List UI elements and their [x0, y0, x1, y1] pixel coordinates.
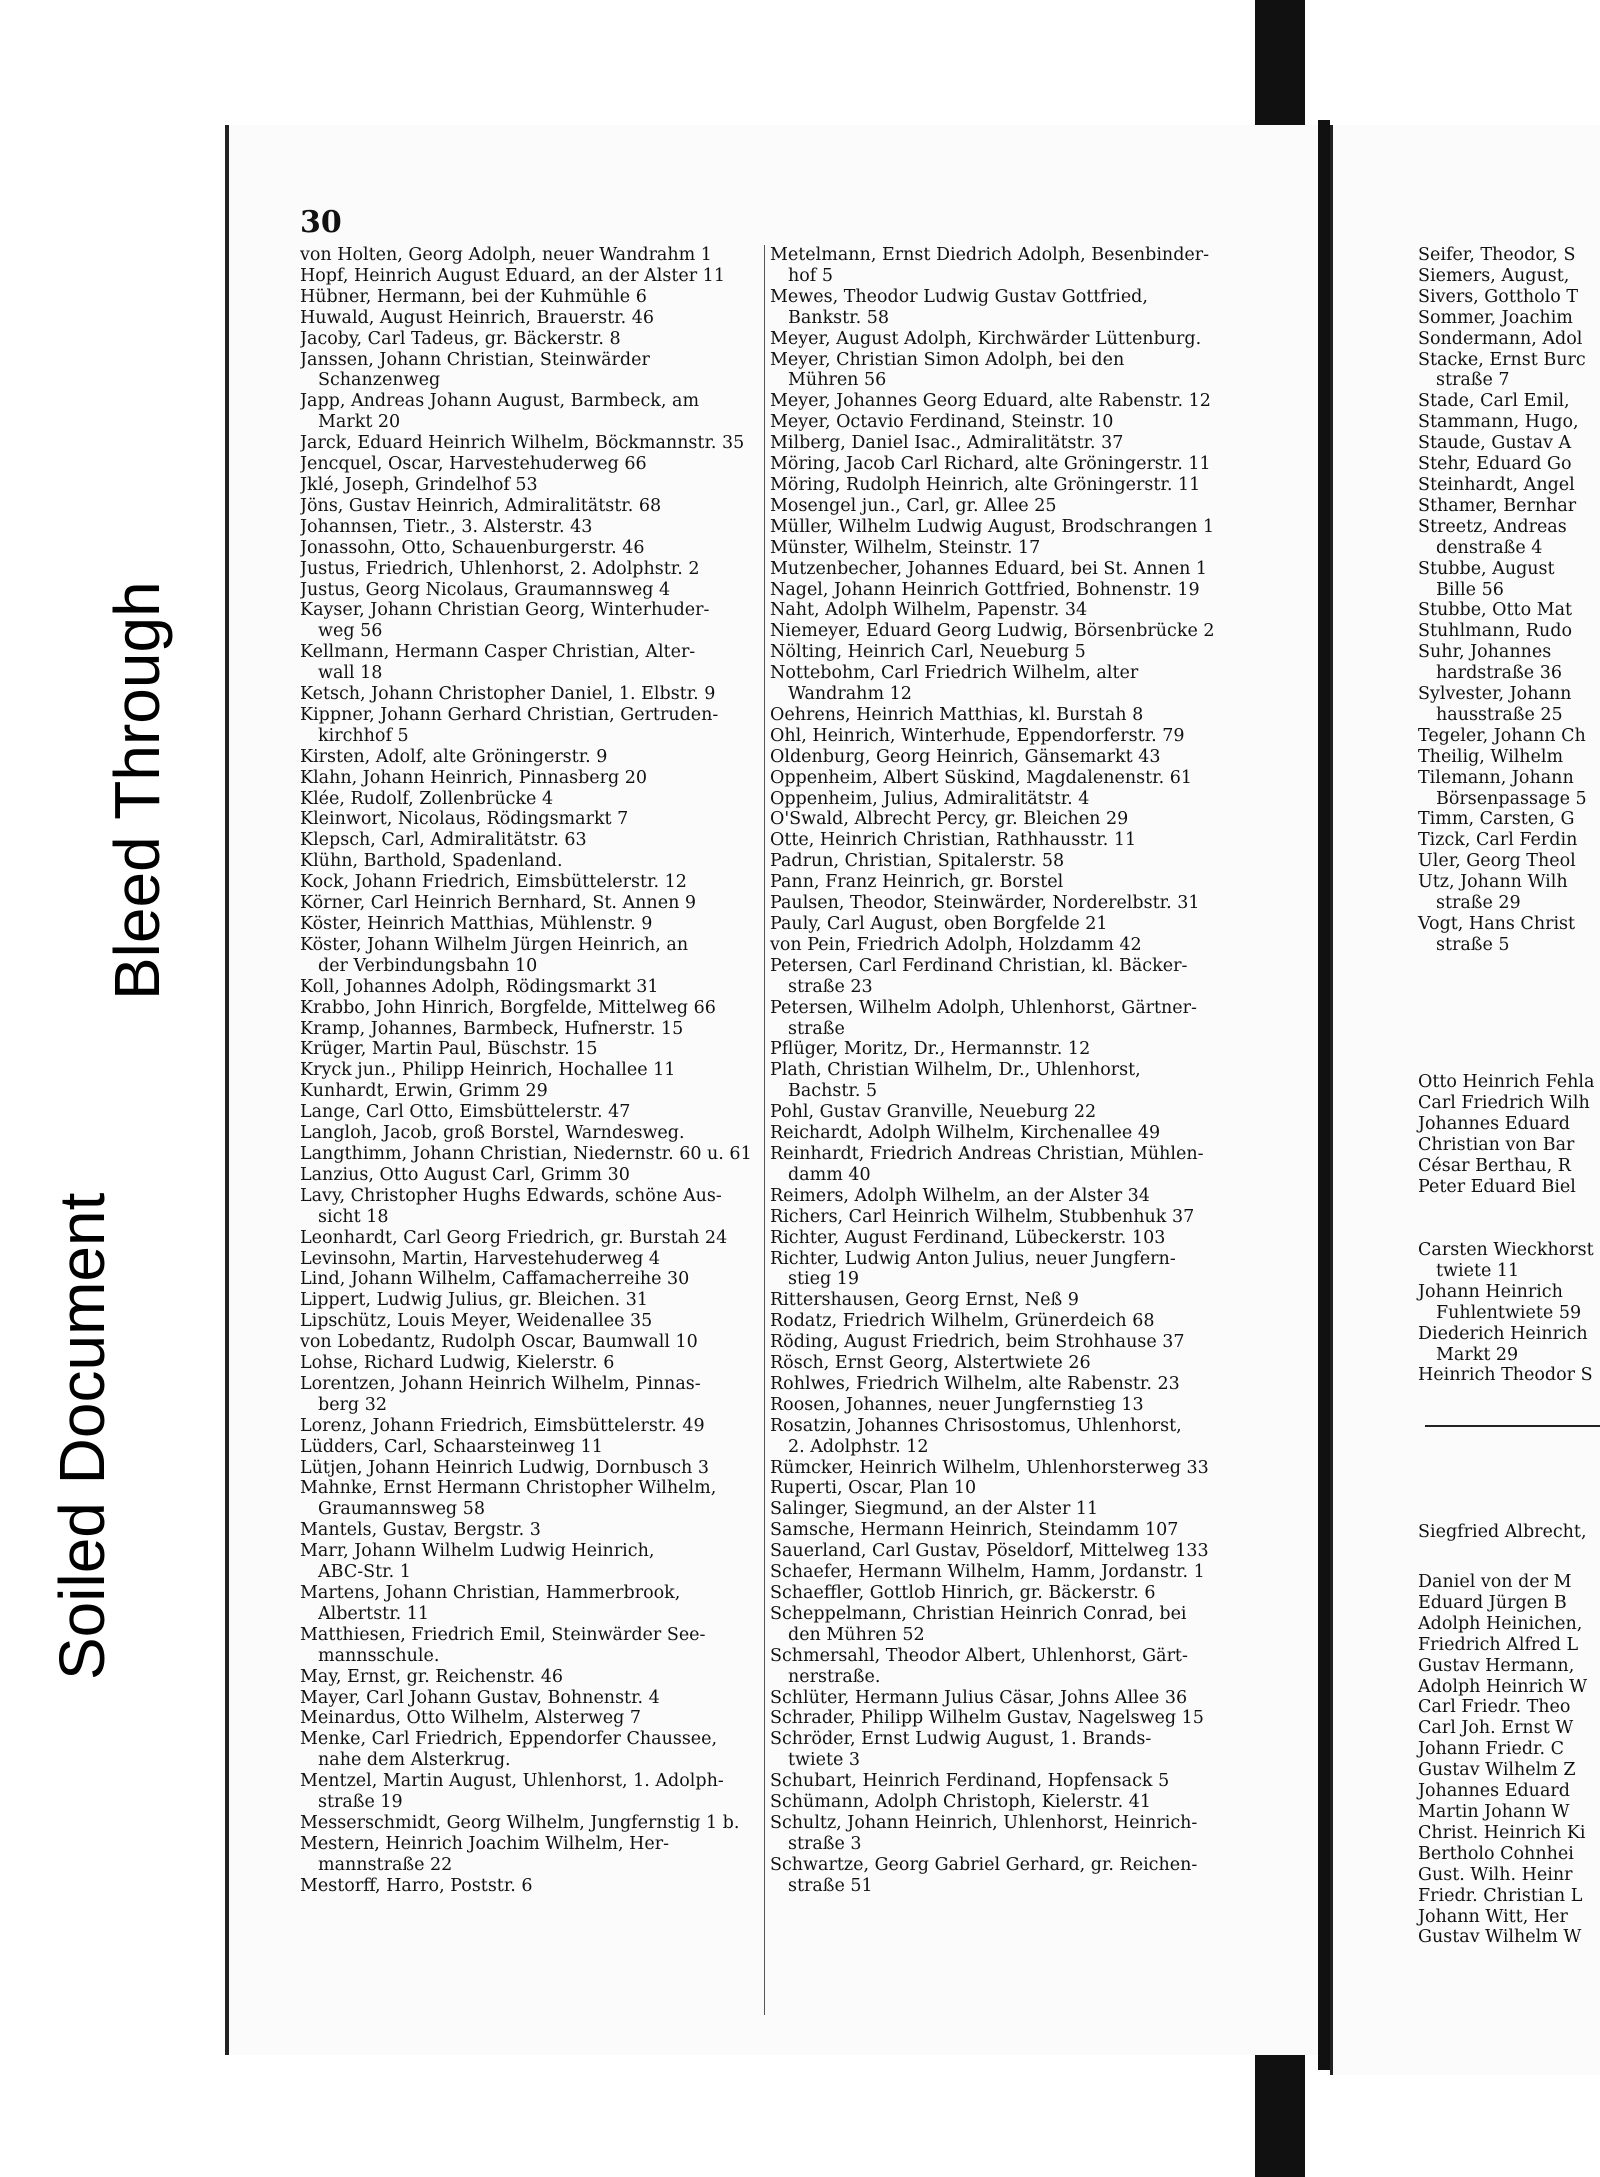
directory-entry: Carl Friedrich Wilh [1418, 1092, 1590, 1113]
section-divider [1425, 1425, 1600, 1427]
directory-entry: Koll, Johannes Adolph, Rödingsmarkt 31 [300, 976, 659, 997]
directory-entry: Johann Heinrich [1418, 1281, 1563, 1302]
directory-entry: Ohl, Heinrich, Winterhude, Eppendorferstr. 79 [770, 725, 1185, 746]
directory-entry: Huwald, August Heinrich, Brauerstr. 46 [300, 307, 654, 328]
directory-entry: Markt 20 [318, 412, 401, 433]
directory-entry: Paulsen, Theodor, Steinwärder, Norderelbstr. 31 [770, 893, 1200, 914]
directory-entry: Krabbo, John Hinrich, Borgfelde, Mittelweg 66 [300, 997, 716, 1018]
directory-entry: Vogt, Hans Christ [1418, 914, 1576, 934]
directory-entry: straße 3 [788, 1833, 862, 1854]
directory-entry: Stubbe, Otto Mat [1418, 600, 1573, 621]
directory-entry: den Mühren 52 [788, 1624, 925, 1645]
directory-entry: Bille 56 [1436, 579, 1504, 600]
page-number: 30 [300, 205, 342, 240]
directory-entry: Langthimm, Johann Christian, Niedernstr. 60 u. 61 [300, 1143, 752, 1164]
directory-entry: Messerschmidt, Georg Wilhelm, Jungfernstig 1 b. [300, 1812, 740, 1833]
directory-entry: Meyer, Christian Simon Adolph, bei den [770, 349, 1125, 370]
directory-entry: Stade, Carl Emil, [1418, 391, 1570, 412]
directory-entry: Mestern, Heinrich Joachim Wilhelm, Her- [300, 1833, 670, 1854]
directory-entry: Utz, Johann Wilh [1418, 872, 1568, 893]
directory-entry: Gustav Wilhelm Z [1418, 1760, 1576, 1781]
directory-entry: Metelmann, Ernst Diedrich Adolph, Besenbinder- [770, 245, 1210, 265]
directory-entry: Kippner, Johann Gerhard Christian, Gertruden- [300, 704, 719, 725]
directory-entry: Reimers, Adolph Wilhelm, an der Alster 34 [770, 1185, 1150, 1206]
directory-entry: Kramp, Johannes, Barmbeck, Hufnerstr. 15 [300, 1018, 684, 1039]
directory-entry: Martens, Johann Christian, Hammerbrook, [300, 1583, 681, 1603]
directory-entry: Lüdders, Carl, Schaarsteinweg 11 [300, 1436, 603, 1457]
directory-entry: hausstraße 25 [1436, 704, 1563, 725]
directory-entry: Münster, Wilhelm, Steinstr. 17 [770, 537, 1041, 558]
directory-entry: Niemeyer, Eduard Georg Ludwig, Börsenbrücke 2 [770, 621, 1215, 642]
directory-entry: denstraße 4 [1436, 537, 1543, 558]
page-edge [1318, 120, 1330, 2070]
directory-entry: Suhr, Johannes [1418, 642, 1552, 663]
directory-entry: Kleinwort, Nicolaus, Rödingsmarkt 7 [300, 809, 629, 830]
directory-entry: Schmersahl, Theodor Albert, Uhlenhorst, Gärt- [770, 1645, 1188, 1666]
right-page-column [1418, 245, 1587, 956]
directory-entry: César Berthau, R [1418, 1155, 1571, 1176]
directory-entry: Eduard Jürgen B [1418, 1592, 1567, 1613]
directory-entry: Kellmann, Hermann Casper Christian, Alter- [300, 642, 696, 663]
directory-entry: Pohl, Gustav Granville, Neueburg 22 [770, 1102, 1097, 1123]
directory-entry: Ruperti, Oscar, Plan 10 [770, 1478, 977, 1499]
directory-entry: Justus, Georg Nicolaus, Graumannsweg 4 [300, 579, 671, 600]
directory-entry: Pann, Franz Heinrich, gr. Borstel [770, 872, 1064, 893]
directory-entry: Lipschütz, Louis Meyer, Weidenallee 35 [300, 1311, 653, 1332]
directory-entry: Pauly, Carl August, oben Borgfelde 21 [770, 914, 1108, 934]
directory-entry: May, Ernst, gr. Reichenstr. 46 [300, 1666, 564, 1687]
directory-entry: Meyer, Octavio Ferdinand, Steinstr. 10 [770, 412, 1114, 433]
directory-entry: Rohlwes, Friedrich Wilhelm, alte Rabenstr. 23 [770, 1373, 1180, 1394]
right-page-block-list [1418, 1572, 1587, 1948]
directory-entry: Schrader, Philipp Wilhelm Gustav, Nagelsweg 15 [770, 1708, 1204, 1729]
directory-entry: Marr, Johann Wilhelm Ludwig Heinrich, [300, 1541, 655, 1562]
directory-entry: Mentzel, Martin August, Uhlenhorst, 1. Adolph- [300, 1771, 724, 1792]
directory-entry: stieg 19 [788, 1269, 859, 1290]
directory-entry: Janssen, Johann Christian, Steinwärder [300, 349, 650, 370]
binding-top [1255, 0, 1305, 140]
directory-entry: ABC-Str. 1 [318, 1562, 411, 1583]
directory-entry: Markt 29 [1436, 1344, 1519, 1365]
directory-entry: Sommer, Joachim [1418, 307, 1573, 328]
directory-entry: Samsche, Hermann Heinrich, Steindamm 107 [770, 1520, 1179, 1541]
directory-entry: nerstraße. [788, 1666, 881, 1687]
directory-entry: Mahnke, Ernst Hermann Christopher Wilhelm, [300, 1478, 717, 1499]
soiled-document-label: Soiled Document [46, 1192, 118, 1680]
directory-entry: Menke, Carl Friedrich, Eppendorfer Chaussee, [300, 1729, 718, 1750]
directory-entry: Kunhardt, Erwin, Grimm 29 [300, 1081, 548, 1102]
directory-entry: Padrun, Christian, Spitalerstr. 58 [770, 851, 1065, 872]
directory-entry: Carsten Wieckhorst [1418, 1240, 1594, 1260]
directory-entry: Jklé, Joseph, Grindelhof 53 [300, 474, 538, 495]
directory-entry: Kirsten, Adolf, alte Gröningerstr. 9 [300, 746, 608, 767]
directory-entry: Oppenheim, Julius, Admiralitätstr. 4 [770, 788, 1090, 809]
directory-entry: Richter, Ludwig Anton Julius, neuer Jungfern- [770, 1248, 1176, 1269]
directory-entry: Tegeler, Johann Ch [1418, 725, 1586, 746]
directory-entry: Klée, Rudolf, Zollenbrücke 4 [300, 788, 554, 809]
binding-bottom [1255, 2040, 1305, 2177]
directory-entry: Lange, Carl Otto, Eimsbüttelerstr. 47 [300, 1102, 631, 1123]
directory-entry: Meinardus, Otto Wilhelm, Alsterweg 7 [300, 1708, 642, 1729]
directory-entry: Sthamer, Bernhar [1418, 495, 1577, 516]
directory-entry: Schultz, Johann Heinrich, Uhlenhorst, Heinrich- [770, 1812, 1198, 1833]
directory-entry: Milberg, Daniel Isac., Admiralitätstr. 37 [770, 433, 1124, 454]
directory-entry: Lippert, Ludwig Julius, gr. Bleichen. 31 [300, 1290, 649, 1311]
directory-entry: Theilig, Wilhelm [1418, 746, 1564, 767]
directory-entry: Lavy, Christopher Hughs Edwards, schöne Aus- [300, 1185, 722, 1206]
directory-entry: Körner, Carl Heinrich Bernhard, St. Annen 9 [300, 893, 697, 914]
directory-entry: straße [788, 1018, 845, 1039]
directory-entry: kirchhof 5 [318, 725, 409, 746]
directory-entry: von Pein, Friedrich Adolph, Holzdamm 42 [770, 934, 1142, 955]
directory-entry: wall 18 [318, 663, 383, 684]
directory-entry: damm 40 [788, 1164, 871, 1185]
directory-entry: Jacoby, Carl Tadeus, gr. Bäckerstr. 8 [300, 328, 621, 349]
directory-entry: Lorenz, Johann Friedrich, Eimsbüttelerstr. 49 [300, 1415, 705, 1436]
directory-entry: Nagel, Johann Heinrich Gottfried, Bohnenstr. 19 [770, 579, 1200, 600]
directory-entry: Rittershausen, Georg Ernst, Neß 9 [770, 1290, 1079, 1311]
directory-entry: weg 56 [318, 621, 383, 642]
directory-entry: Rösch, Ernst Georg, Alstertwiete 26 [770, 1353, 1091, 1374]
directory-entry: Gustav Wilhelm W [1418, 1927, 1582, 1948]
right-page-block-heading [1418, 1522, 1587, 1543]
directory-entry: Mutzenbecher, Johannes Eduard, bei St. Annen 1 [770, 558, 1208, 579]
directory-entry: Siegfried Albrecht, [1418, 1522, 1587, 1542]
directory-entry: Stehr, Eduard Go [1418, 454, 1572, 475]
directory-entry: sicht 18 [318, 1206, 389, 1227]
directory-column-middle [770, 245, 1240, 1897]
directory-entry: Levinsohn, Martin, Harvestehuderweg 4 [300, 1248, 661, 1269]
directory-entry: Plath, Christian Wilhelm, Dr., Uhlenhorst, [770, 1060, 1141, 1081]
directory-entry: Carl Joh. Ernst W [1418, 1718, 1574, 1739]
directory-entry: Jencquel, Oscar, Harvestehuderweg 66 [300, 454, 647, 475]
directory-entry: Langloh, Jacob, groß Borstel, Warndesweg. [300, 1123, 685, 1144]
directory-entry: Sivers, Gottholo T [1418, 286, 1579, 307]
directory-entry: Mayer, Carl Johann Gustav, Bohnenstr. 4 [300, 1687, 660, 1708]
directory-entry: Sauerland, Carl Gustav, Pöseldorf, Mittelweg 133 [770, 1541, 1209, 1562]
directory-entry: Adolph Heinrich W [1418, 1676, 1588, 1697]
directory-entry: nahe dem Alsterkrug. [318, 1750, 511, 1771]
right-page-block-names [1418, 1072, 1594, 1197]
directory-entry: Oehrens, Heinrich Matthias, kl. Burstah 8 [770, 704, 1144, 725]
directory-entry: hof 5 [788, 265, 833, 286]
directory-entry: Seifer, Theodor, S [1418, 245, 1576, 265]
directory-entry: Petersen, Carl Ferdinand Christian, kl. Bäcker- [770, 955, 1188, 976]
directory-entry: Köster, Heinrich Matthias, Mühlenstr. 9 [300, 914, 653, 934]
directory-entry: Meyer, August Adolph, Kirchwärder Lüttenburg. [770, 328, 1202, 349]
directory-entry: Jarck, Eduard Heinrich Wilhelm, Böckmannstr. 35 [300, 433, 745, 454]
directory-entry: Johann Witt, Her [1418, 1906, 1568, 1927]
directory-entry: Matthiesen, Friedrich Emil, Steinwärder See- [300, 1624, 706, 1645]
directory-entry: Schubart, Heinrich Ferdinand, Hopfensack 5 [770, 1771, 1170, 1792]
directory-entry: Albertstr. 11 [318, 1603, 430, 1624]
directory-entry: Sylvester, Johann [1418, 684, 1572, 705]
directory-entry: Meyer, Johannes Georg Eduard, alte Rabenstr. 12 [770, 391, 1211, 412]
directory-entry: Johannsen, Tietr., 3. Alsterstr. 43 [300, 516, 593, 537]
directory-entry: Mosengel jun., Carl, gr. Allee 25 [770, 495, 1057, 516]
directory-entry: Reinhardt, Friedrich Andreas Christian, Mühlen- [770, 1143, 1204, 1164]
right-page-block-addresses [1418, 1240, 1594, 1386]
directory-entry: Sondermann, Adol [1418, 328, 1583, 349]
directory-entry: Nottebohm, Carl Friedrich Wilhelm, alter [770, 663, 1139, 684]
directory-entry: Lütjen, Johann Heinrich Ludwig, Dornbusch 3 [300, 1457, 709, 1478]
directory-entry: Schaefer, Hermann Wilhelm, Hamm, Jordanstr. 1 [770, 1562, 1205, 1583]
directory-entry: Tilemann, Johann [1418, 767, 1574, 788]
directory-entry: Richter, August Ferdinand, Lübeckerstr. 103 [770, 1227, 1166, 1248]
directory-entry: Kryck jun., Philipp Heinrich, Hochallee 11 [300, 1060, 676, 1081]
directory-entry: Adolph Heinichen, [1418, 1613, 1583, 1634]
directory-entry: Leonhardt, Carl Georg Friedrich, gr. Burstah 24 [300, 1227, 728, 1248]
directory-entry: Stubbe, August [1418, 558, 1555, 579]
directory-entry: Stuhlmann, Rudo [1418, 621, 1573, 642]
directory-entry: Wandrahm 12 [788, 684, 912, 705]
directory-entry: Lind, Johann Wilhelm, Caffamacherreihe 30 [300, 1269, 690, 1290]
directory-entry: Mantels, Gustav, Bergstr. 3 [300, 1520, 541, 1541]
directory-entry: Friedr. Christian L [1418, 1885, 1583, 1906]
directory-entry: Möring, Jacob Carl Richard, alte Gröningerstr. 11 [770, 454, 1211, 475]
directory-entry: Hübner, Hermann, bei der Kuhmühle 6 [300, 286, 647, 307]
directory-entry: Gust. Wilh. Heinr [1418, 1864, 1573, 1885]
directory-entry: Bachstr. 5 [788, 1081, 878, 1102]
directory-entry: berg 32 [318, 1394, 387, 1415]
directory-entry: Kayser, Johann Christian Georg, Winterhuder- [300, 600, 710, 621]
directory-entry: Lohse, Richard Ludwig, Kielerstr. 6 [300, 1353, 615, 1374]
directory-entry: 2. Adolphstr. 12 [788, 1436, 929, 1457]
directory-entry: straße 23 [788, 976, 873, 997]
directory-entry: Johannes Eduard [1418, 1781, 1570, 1802]
directory-entry: von Holten, Georg Adolph, neuer Wandrahm 1 [300, 245, 712, 265]
directory-entry: Diederich Heinrich [1418, 1323, 1588, 1344]
directory-entry: Jöns, Gustav Heinrich, Admiralitätstr. 68 [300, 495, 662, 516]
directory-entry: Jonassohn, Otto, Schauenburgerstr. 46 [300, 537, 645, 558]
directory-entry: Heinrich Theodor S [1418, 1365, 1593, 1386]
directory-entry: Fuhlentwiete 59 [1436, 1302, 1582, 1323]
directory-entry: Tizck, Carl Ferdin [1418, 830, 1578, 851]
directory-entry: Justus, Friedrich, Uhlenhorst, 2. Adolphstr. 2 [300, 558, 700, 579]
directory-entry: Mestorff, Harro, Poststr. 6 [300, 1875, 533, 1896]
directory-entry: Lanzius, Otto August Carl, Grimm 30 [300, 1164, 630, 1185]
directory-entry: straße 29 [1436, 893, 1521, 914]
directory-entry: Johann Friedr. C [1418, 1739, 1564, 1760]
directory-entry: Lorentzen, Johann Heinrich Wilhelm, Pinnas- [300, 1373, 701, 1394]
directory-entry: der Verbindungsbahn 10 [318, 955, 538, 976]
directory-entry: Müller, Wilhelm Ludwig August, Brodschrangen 1 [770, 516, 1215, 537]
directory-entry: von Lobedantz, Rudolph Oscar, Baumwall 10 [300, 1332, 698, 1353]
directory-entry: hardstraße 36 [1436, 663, 1562, 684]
directory-entry: Bertholo Cohnhei [1418, 1843, 1574, 1864]
directory-entry: Uler, Georg Theol [1418, 851, 1576, 872]
directory-entry: Mühren 56 [788, 370, 887, 391]
directory-entry: Richers, Carl Heinrich Wilhelm, Stubbenhuk 37 [770, 1206, 1195, 1227]
directory-entry: mannsschule. [318, 1645, 440, 1666]
directory-entry: Köster, Johann Wilhelm Jürgen Heinrich, an [300, 934, 689, 955]
directory-entry: twiete 11 [1436, 1260, 1520, 1281]
directory-entry: Siemers, August, [1418, 265, 1570, 286]
bleed-through-label: Bleed Through [101, 581, 173, 1000]
directory-entry: Streetz, Andreas [1418, 516, 1567, 537]
directory-entry: Rosatzin, Johannes Chrisostomus, Uhlenhorst, [770, 1415, 1182, 1436]
directory-entry: Graumannsweg 58 [318, 1499, 485, 1520]
directory-entry: Staude, Gustav A [1418, 433, 1572, 454]
directory-entry: twiete 3 [788, 1750, 861, 1771]
directory-entry: Salinger, Siegmund, an der Alster 11 [770, 1499, 1099, 1520]
directory-entry: Schwartze, Georg Gabriel Gerhard, gr. Reichen- [770, 1854, 1198, 1875]
directory-entry: Mewes, Theodor Ludwig Gustav Gottfried, [770, 286, 1148, 307]
directory-entry: Carl Friedr. Theo [1418, 1697, 1571, 1718]
directory-entry: Nölting, Heinrich Carl, Neueburg 5 [770, 642, 1086, 663]
directory-entry: Steinhardt, Angel [1418, 474, 1575, 495]
directory-entry: Bankstr. 58 [788, 307, 890, 328]
directory-entry: Naht, Adolph Wilhelm, Papenstr. 34 [770, 600, 1088, 621]
directory-entry: Johannes Eduard [1418, 1113, 1570, 1134]
directory-entry: Roosen, Johannes, neuer Jungfernstieg 13 [770, 1394, 1144, 1415]
directory-entry: Oldenburg, Georg Heinrich, Gänsemarkt 43 [770, 746, 1161, 767]
directory-entry: Schümann, Adolph Christoph, Kielerstr. 41 [770, 1792, 1152, 1813]
directory-entry: Börsenpassage 5 [1436, 788, 1587, 809]
directory-entry: Kock, Johann Friedrich, Eimsbüttelerstr. 12 [300, 872, 687, 893]
directory-entry: Otto Heinrich Fehla [1418, 1072, 1595, 1092]
directory-entry: Krüger, Martin Paul, Büschstr. 15 [300, 1039, 598, 1060]
directory-entry: Daniel von der M [1418, 1572, 1572, 1592]
directory-entry: Klepsch, Carl, Admiralitätstr. 63 [300, 830, 587, 851]
directory-entry: Otte, Heinrich Christian, Rathhausstr. 11 [770, 830, 1137, 851]
directory-entry: Christian von Bar [1418, 1134, 1575, 1155]
directory-entry: Klühn, Barthold, Spadenland. [300, 851, 563, 872]
directory-entry: Rodatz, Friedrich Wilhelm, Grünerdeich 68 [770, 1311, 1155, 1332]
directory-entry: Pflüger, Moritz, Dr., Hermannstr. 12 [770, 1039, 1091, 1060]
directory-entry: straße 5 [1436, 934, 1510, 955]
directory-entry: Schaeffler, Gottlob Hinrich, gr. Bäckerstr. 6 [770, 1583, 1156, 1603]
directory-entry: Rümcker, Heinrich Wilhelm, Uhlenhorsterweg 33 [770, 1457, 1209, 1478]
directory-entry: Hopf, Heinrich August Eduard, an der Alster 11 [300, 265, 725, 286]
directory-entry: straße 19 [318, 1792, 403, 1813]
directory-entry: Scheppelmann, Christian Heinrich Conrad, bei [770, 1603, 1187, 1624]
directory-entry: Japp, Andreas Johann August, Barmbeck, am [300, 391, 700, 412]
directory-entry: straße 7 [1436, 370, 1510, 391]
directory-entry: straße 51 [788, 1875, 873, 1896]
directory-entry: Christ. Heinrich Ki [1418, 1822, 1586, 1843]
directory-entry: Klahn, Johann Heinrich, Pinnasberg 20 [300, 767, 648, 788]
directory-entry: Martin Johann W [1418, 1801, 1570, 1822]
directory-entry: Röding, August Friedrich, beim Strohhause 37 [770, 1332, 1185, 1353]
directory-entry: Stacke, Ernst Burc [1418, 349, 1586, 370]
directory-entry: Timm, Carsten, G [1418, 809, 1575, 830]
directory-entry: Stammann, Hugo, [1418, 412, 1579, 433]
directory-entry: Ketsch, Johann Christopher Daniel, 1. Elbstr. 9 [300, 684, 716, 705]
directory-entry: Reichardt, Adolph Wilhelm, Kirchenallee 49 [770, 1123, 1161, 1144]
directory-entry: Gustav Hermann, [1418, 1655, 1575, 1676]
directory-entry: Peter Eduard Biel [1418, 1176, 1576, 1197]
directory-entry: Möring, Rudolph Heinrich, alte Gröningerstr. 11 [770, 474, 1201, 495]
directory-entry: Friedrich Alfred L [1418, 1634, 1579, 1655]
directory-entry: Schröder, Ernst Ludwig August, 1. Brands- [770, 1729, 1152, 1750]
directory-entry: O'Swald, Albrecht Percy, gr. Bleichen 29 [770, 809, 1129, 830]
directory-column-left [300, 245, 765, 1897]
directory-entry: Oppenheim, Albert Süskind, Magdalenenstr. 61 [770, 767, 1193, 788]
directory-entry: Schlüter, Hermann Julius Cäsar, Johns Allee 36 [770, 1687, 1188, 1708]
directory-entry: Petersen, Wilhelm Adolph, Uhlenhorst, Gärtner- [770, 997, 1197, 1018]
directory-entry: mannstraße 22 [318, 1854, 453, 1875]
directory-entry: Schanzenweg [318, 370, 441, 391]
